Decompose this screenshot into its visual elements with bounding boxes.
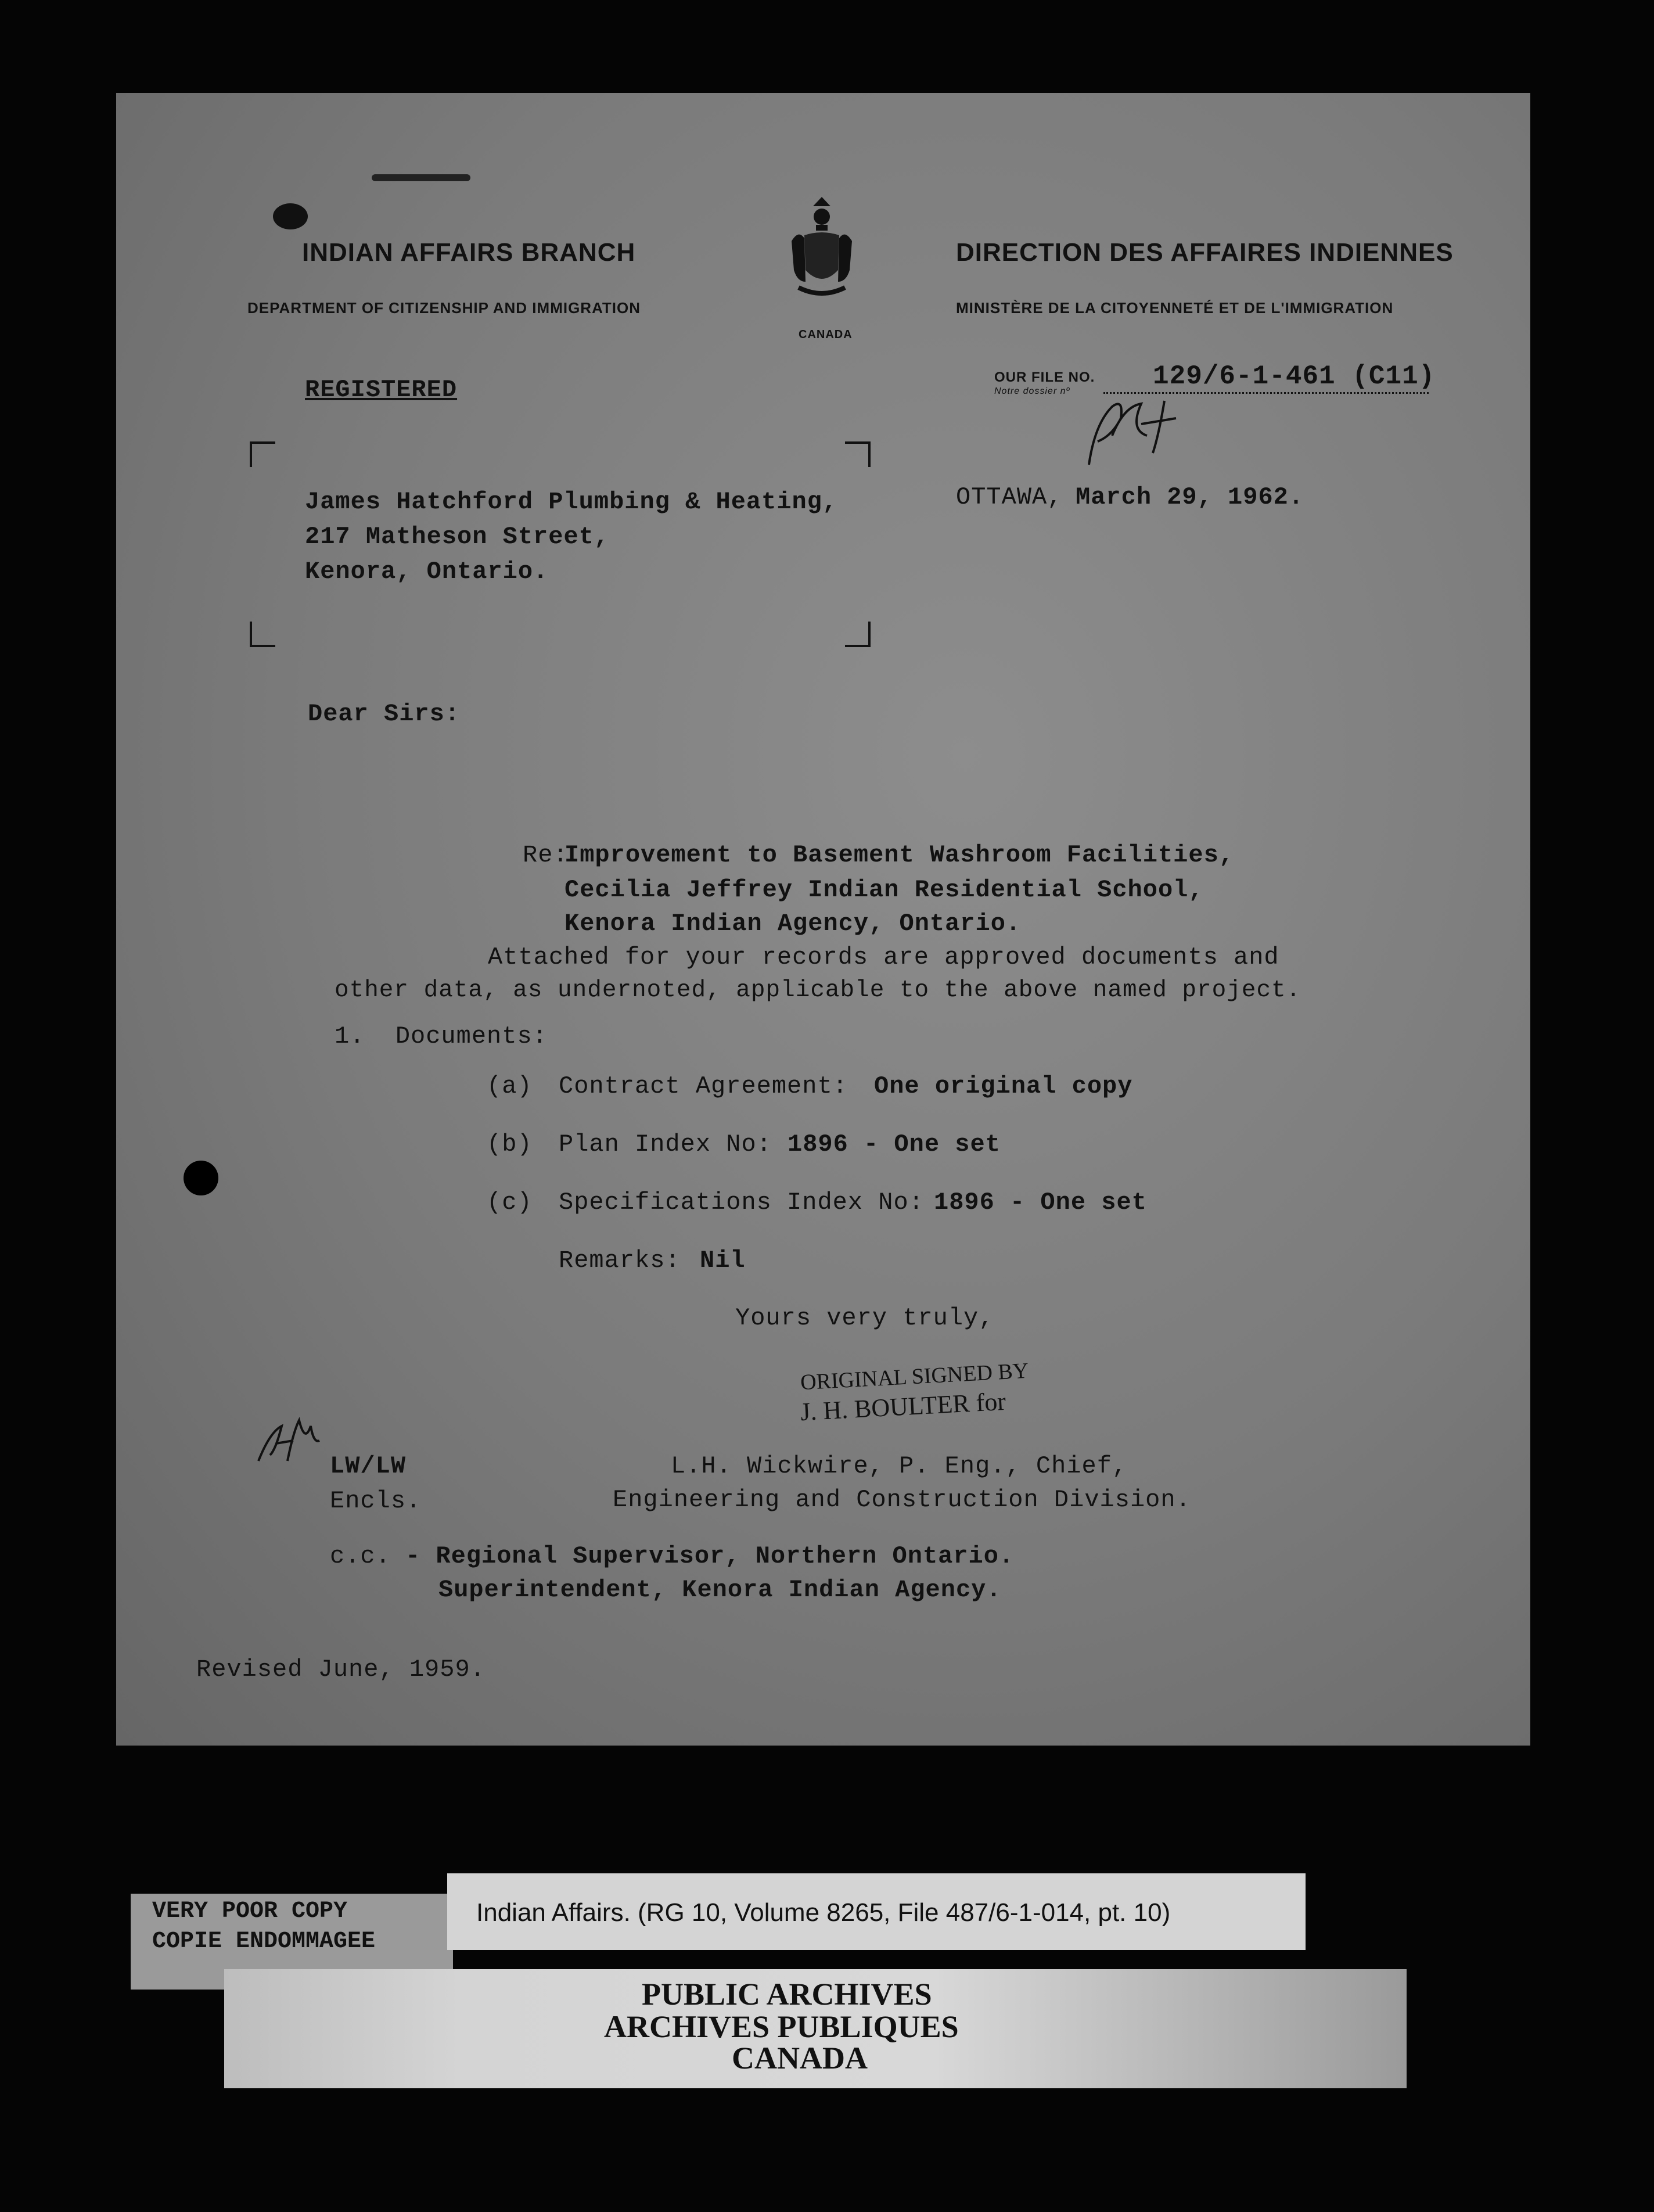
signature-stamp-line2: J. H. BOULTER for xyxy=(799,1387,1007,1427)
punch-mark xyxy=(273,203,308,229)
address-line: 217 Matheson Street, xyxy=(305,523,610,551)
file-number: 129/6-1-461 (C11) xyxy=(1153,361,1436,392)
crest-caption: CANADA xyxy=(799,328,853,341)
letter-page xyxy=(116,93,1530,1746)
document-item-prefix: (c) xyxy=(487,1188,533,1216)
document-item-label: Contract Agreement: xyxy=(559,1072,848,1100)
cc-line: - Regional Supervisor, Northern Ontario. xyxy=(405,1542,1015,1570)
file-number-label: OUR FILE NO. xyxy=(994,369,1095,385)
signatory-line: Engineering and Construction Division. xyxy=(613,1486,1191,1514)
re-line: Improvement to Basement Washroom Facilities, xyxy=(564,841,1234,869)
body-line: Attached for your records are approved documents and xyxy=(488,943,1279,971)
document-item-prefix: (b) xyxy=(487,1130,533,1158)
re-line: Kenora Indian Agency, Ontario. xyxy=(564,910,1022,938)
re-line: Cecilia Jeffrey Indian Residential School, xyxy=(564,876,1204,904)
documents-heading: 1. Documents: xyxy=(335,1022,548,1050)
archives-stamp-fr: ARCHIVES PUBLIQUES xyxy=(604,2009,959,2044)
document-item-value: One original copy xyxy=(874,1072,1133,1100)
address-bracket xyxy=(845,441,871,467)
closing: Yours very truly, xyxy=(735,1304,994,1332)
signatory-line: L.H. Wickwire, P. Eng., Chief, xyxy=(671,1452,1128,1480)
body-line: other data, as undernoted, applicable to the above named project. xyxy=(335,977,1301,1004)
letterhead-left-subtitle: DEPARTMENT OF CITIZENSHIP AND IMMIGRATION xyxy=(247,299,641,317)
document-item-label: Plan Index No: xyxy=(559,1130,772,1158)
document-item-value: 1896 - One set xyxy=(934,1188,1147,1216)
coat-of-arms-icon xyxy=(787,195,857,305)
document-item-prefix: (a) xyxy=(487,1072,533,1100)
cc-line: Superintendent, Kenora Indian Agency. xyxy=(438,1576,1002,1604)
document-item-value: 1896 - One set xyxy=(788,1130,1001,1158)
condition-label-fr: COPIE ENDOMMAGEE xyxy=(152,1929,376,1955)
letter-date: March 29, 1962. xyxy=(1076,483,1304,511)
address-line: James Hatchford Plumbing & Heating, xyxy=(305,488,838,516)
document-item-label: Specifications Index No: xyxy=(559,1188,924,1216)
salutation: Dear Sirs: xyxy=(308,700,461,728)
letterhead-right-title: DIRECTION DES AFFAIRES INDIENNES xyxy=(956,238,1454,267)
cc-label: c.c. xyxy=(330,1542,391,1570)
re-label: Re: xyxy=(523,841,569,869)
file-number-label-fr: Notre dossier nº xyxy=(994,386,1070,396)
archives-stamp-country: CANADA xyxy=(732,2041,868,2075)
punch-mark xyxy=(184,1161,218,1195)
address-bracket xyxy=(845,622,871,647)
handwritten-initials xyxy=(1077,395,1193,471)
address-bracket xyxy=(250,622,275,647)
revised-note: Revised June, 1959. xyxy=(196,1656,486,1683)
letter-place: OTTAWA, xyxy=(956,483,1063,511)
file-number-underline xyxy=(1103,392,1429,394)
remarks-value: Nil xyxy=(700,1247,746,1274)
enclosures-label: Encls. xyxy=(330,1487,422,1515)
archives-stamp-en: PUBLIC ARCHIVES xyxy=(642,1977,932,2012)
typist-initials: LW/LW xyxy=(330,1452,407,1480)
signature-stamp-line1: ORIGINAL SIGNED BY xyxy=(800,1358,1030,1395)
registered-label: REGISTERED xyxy=(305,376,458,404)
condition-label-en: VERY POOR COPY xyxy=(152,1898,348,1924)
address-line: Kenora, Ontario. xyxy=(305,558,549,586)
letterhead-left-title: INDIAN AFFAIRS BRANCH xyxy=(302,238,636,267)
remarks-label: Remarks: xyxy=(559,1247,681,1274)
address-bracket xyxy=(250,441,275,467)
reference-text: Indian Affairs. (RG 10, Volume 8265, File 487/6-1-014, pt. 10) xyxy=(476,1898,1171,1927)
letterhead-right-subtitle: MINISTÈRE DE LA CITOYENNETÉ ET DE L'IMMIGRATION xyxy=(956,299,1394,317)
handwritten-initials xyxy=(253,1409,322,1473)
punch-mark xyxy=(372,174,470,181)
